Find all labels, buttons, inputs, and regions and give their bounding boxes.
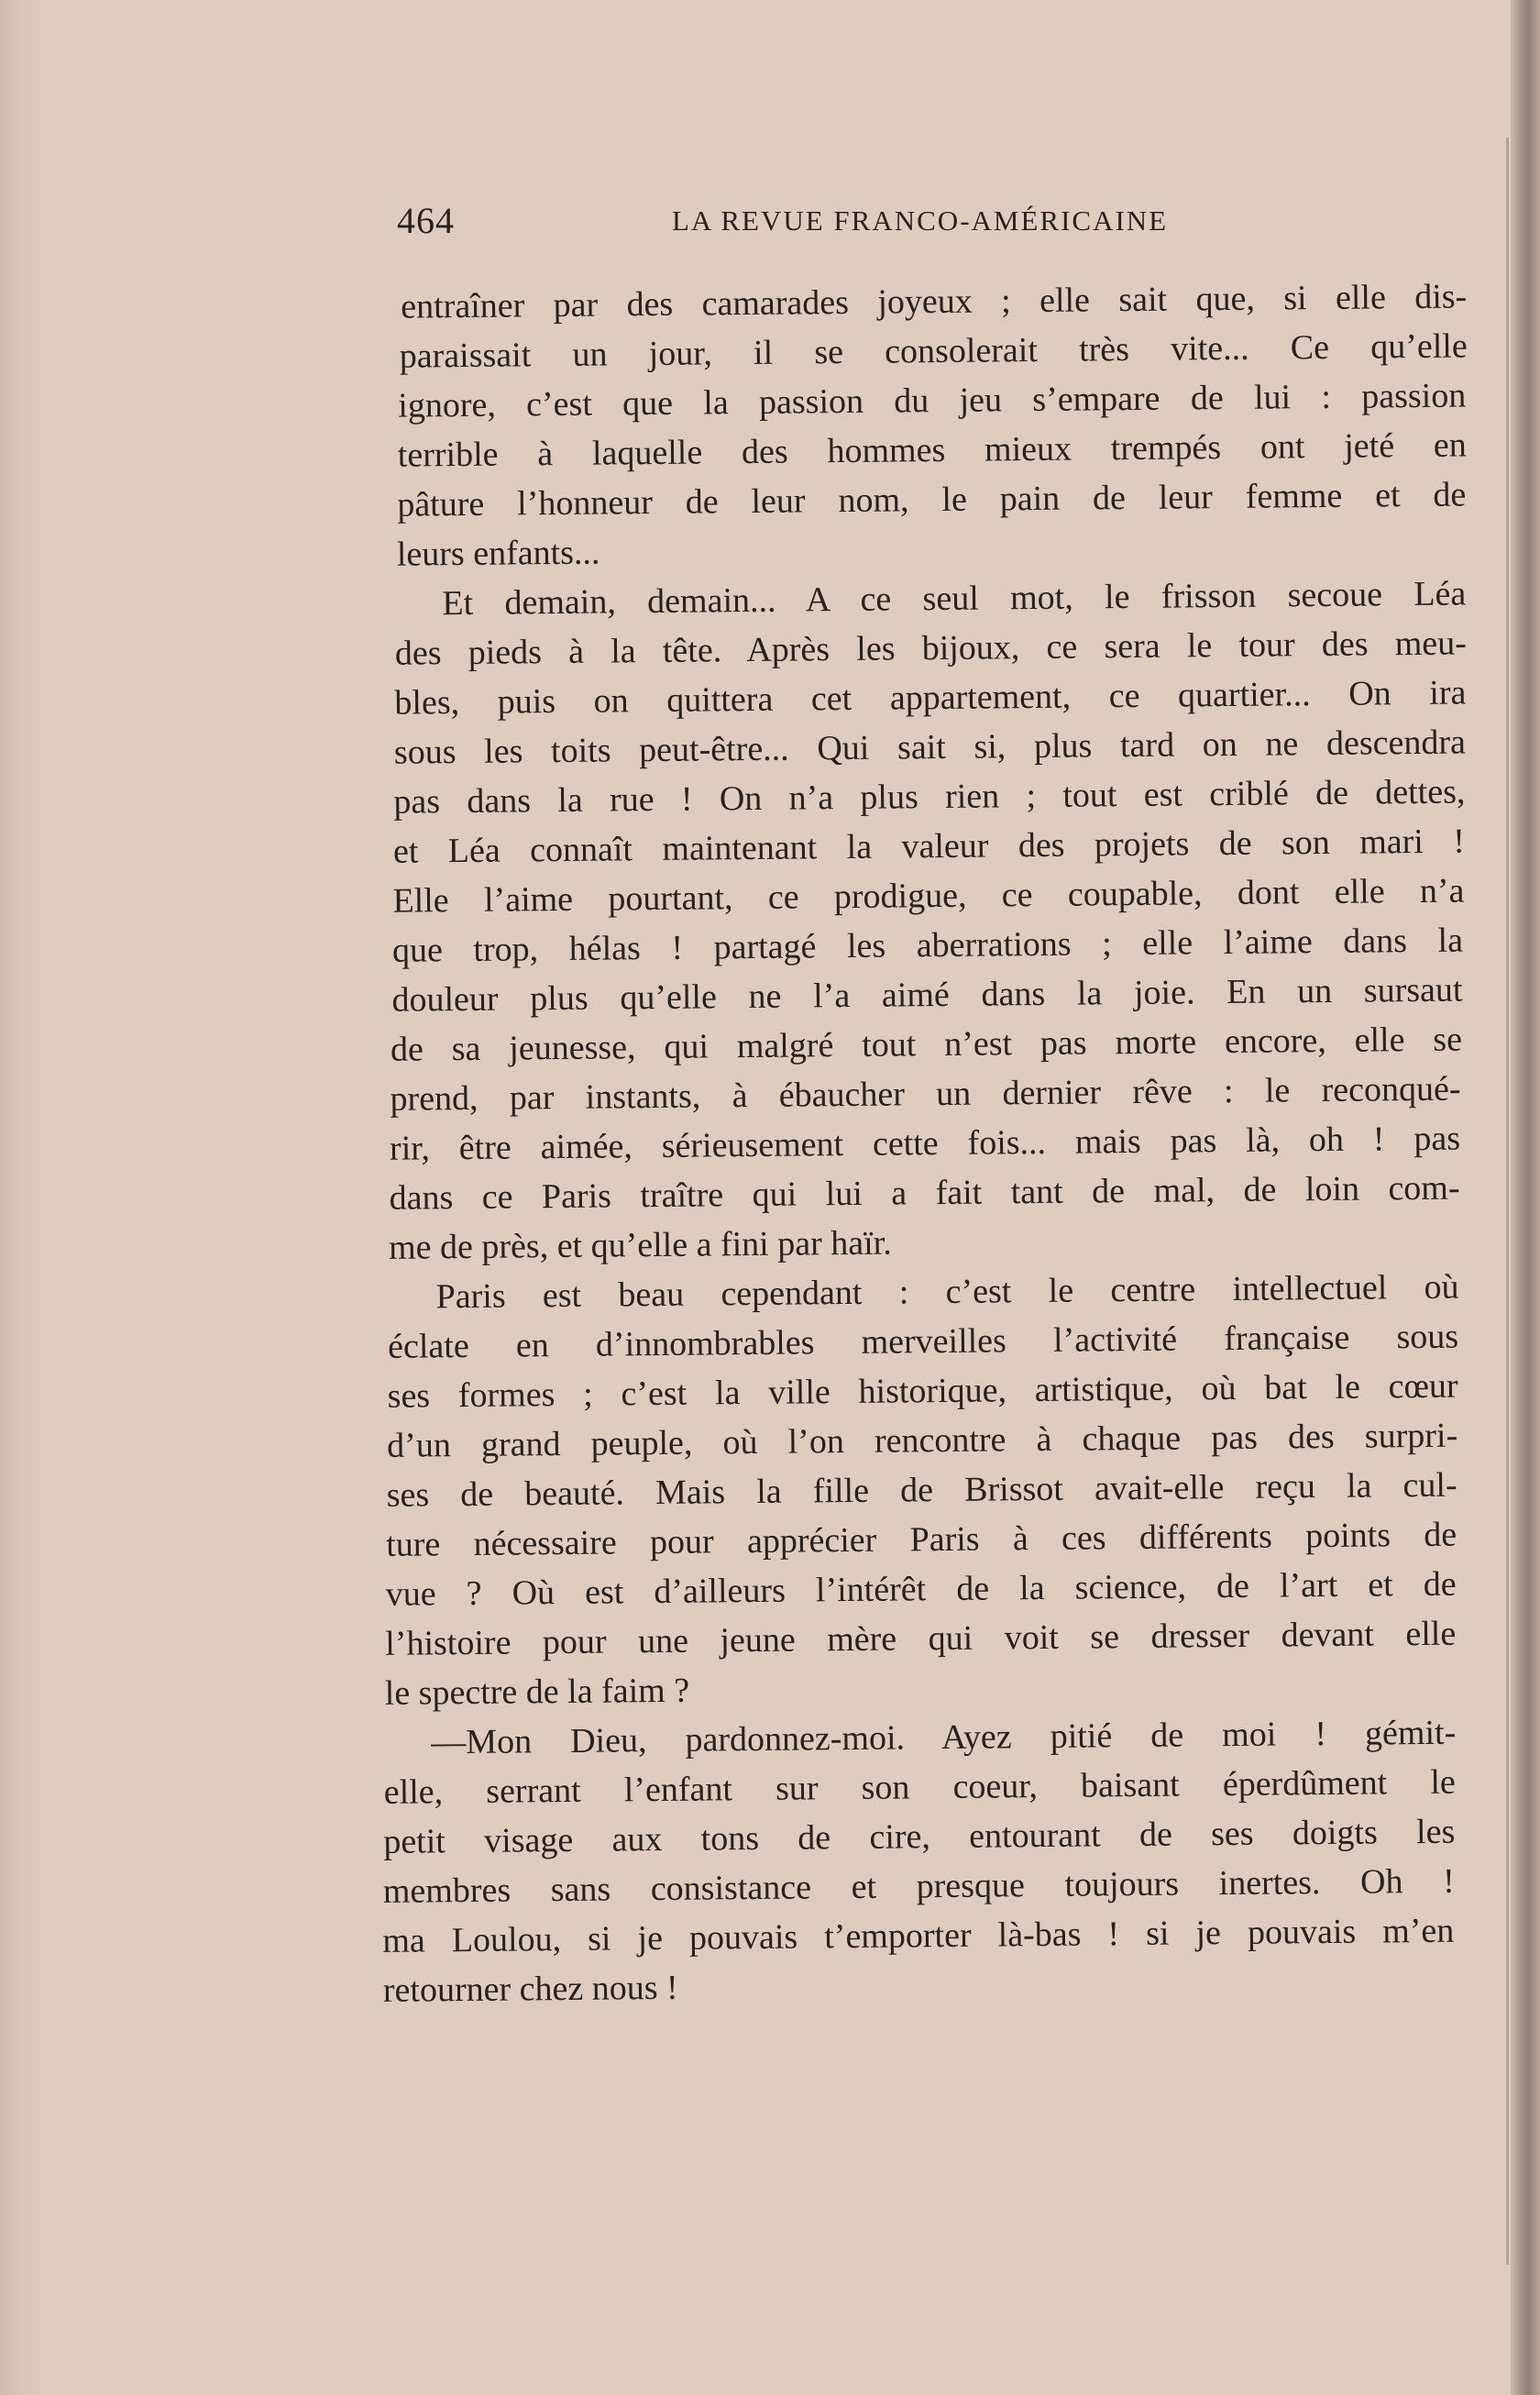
page-number: 464 — [397, 200, 455, 241]
text-line: —Mon Dieu, pardonnez-moi. Ayez pitié de moi ! gémit- — [431, 1713, 1457, 1762]
text-line: terrible à laquelle des hommes mieux trempés ont jeté en — [397, 425, 1467, 475]
text-line: prend, par instants, à ébaucher un dernier rêve : le reconqué- — [390, 1069, 1461, 1119]
text-line: sous les toits peut-être... Qui sait si, plus tard on ne descendra — [393, 723, 1467, 772]
text-line: dans ce Paris traître qui lui a fait tant de mal, de loin com- — [389, 1168, 1460, 1218]
text-line: leurs enfants... — [396, 533, 600, 574]
journal-title: LA REVUE FRANCO-AMÉRICAINE — [672, 204, 1169, 237]
text-line: Paris est beau cependant : c’est le centre intellectuel où — [435, 1267, 1459, 1317]
text-line: des pieds à la tête. Après les bijoux, ce sera le tour des meu- — [394, 624, 1468, 673]
text-line: pâture l’honneur de leur nom, le pain de leur femme et de — [397, 475, 1467, 524]
text-line: retourner chez nous ! — [382, 1968, 678, 2010]
text-line: membres sans consistance et presque toujours inertes. Oh ! — [382, 1861, 1455, 1911]
text-line: Elle l’aime pourtant, ce prodigue, ce coupable, dont elle n’a — [392, 871, 1465, 921]
page-edge-line — [1506, 138, 1509, 2265]
text-line: rir, être aimée, sérieusement cette fois... mais pas là, oh ! pas — [389, 1119, 1461, 1168]
text-line: d’un grand peuple, où l’on rencontre à chaque pas des surpri- — [386, 1416, 1458, 1465]
text-line: l’histoire pour une jeune mère qui voit se dresser devant elle — [385, 1614, 1457, 1663]
text-line: entraîner par des camarades joyeux ; elle sait que, si elle dis- — [401, 277, 1468, 326]
text-line: que trop, hélas ! partagé les aberrations ; elle l’aime dans la — [391, 921, 1464, 970]
text-line: ma Loulou, si je pouvais t’emporter là-bas ! si je pouvais m’en — [382, 1911, 1455, 1960]
text-line: douleur plus qu’elle ne l’a aimé dans la joie. En un sursaut — [391, 970, 1463, 1020]
text-line: pas dans la rue ! On n’a plus rien ; tout est criblé de dettes, — [393, 772, 1466, 822]
text-line: paraissait un jour, il se consolerait très vite... Ce qu’elle — [399, 326, 1468, 376]
text-line: et Léa connaît maintenant la valeur des projets de son mari ! — [392, 822, 1466, 871]
text-line: me de près, et qu’elle a fini par haïr. — [388, 1223, 892, 1267]
text-line: de sa jeunesse, qui malgré tout n’est pas morte encore, elle se — [390, 1020, 1463, 1069]
text-line: elle, serrant l’enfant sur son coeur, baisant éperdûment le — [383, 1762, 1456, 1812]
body-text — [367, 271, 1484, 2115]
text-line: ses formes ; c’est la ville historique, artistique, où bat le cœur — [387, 1366, 1458, 1416]
text-line: bles, puis on quittera cet appartement, ce quartier... On ira — [394, 673, 1467, 723]
text-line: Et demain, demain... A ce seul mot, le frisson secoue Léa — [442, 574, 1467, 624]
text-line: vue ? Où est d’ailleurs l’intérêt de la science, de l’art et de — [385, 1564, 1457, 1614]
text-line: le spectre de la faim ? — [384, 1671, 690, 1713]
text-line: ignore, c’est que la passion du jeu s’empare de lui : passion — [398, 376, 1467, 425]
text-line: ture nécessaire pour apprécier Paris à ces différents points de — [386, 1515, 1458, 1564]
text-line: ses de beauté. Mais la fille de Brissot avait-elle reçu la cul- — [386, 1465, 1458, 1515]
page-shadow — [0, 0, 44, 2395]
running-head — [397, 199, 1191, 245]
page-edge — [1511, 0, 1540, 2395]
text-line: petit visage aux tons de cire, entourant de ses doigts les — [383, 1812, 1456, 1861]
text-line: éclate en d’innombrables merveilles l’activité française sous — [387, 1317, 1459, 1366]
